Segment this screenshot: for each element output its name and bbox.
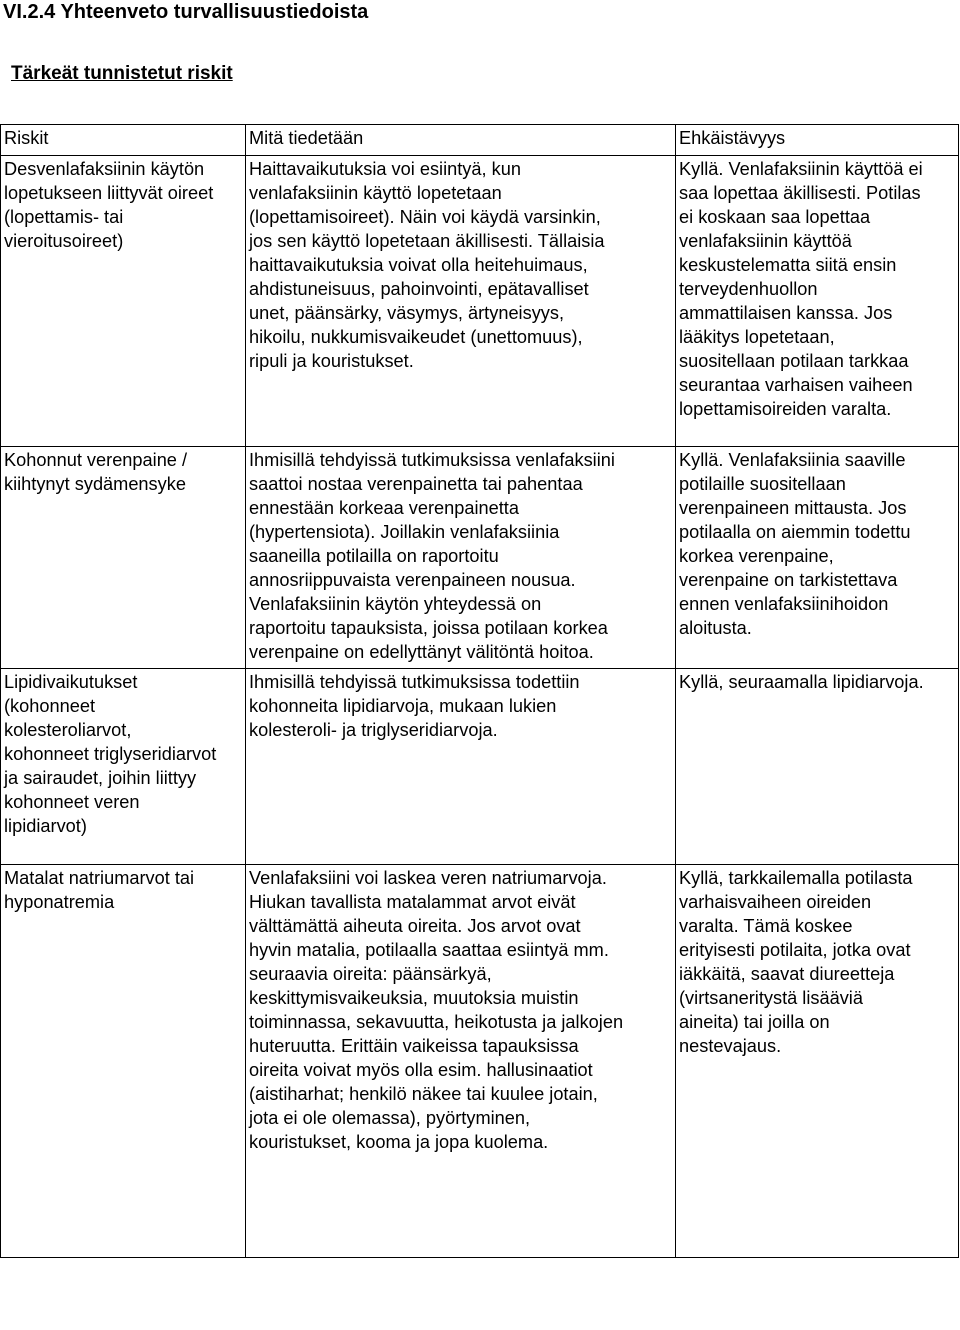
table-header-row: [1, 125, 959, 156]
table-row: [1, 156, 959, 447]
header-known: Mitä tiedetään: [246, 125, 676, 156]
table-row: [1, 669, 959, 865]
section-title: VI.2.4 Yhteenveto turvallisuustiedoista: [3, 1, 369, 23]
section-subtitle: Tärkeät tunnistetut riskit: [11, 63, 233, 84]
risk-table: [0, 124, 959, 1258]
header-prevention: Ehkäistävyys: [676, 125, 959, 156]
risk-cell: Desvenlafaksiinin käytön lopetukseen liittyvät oireet (lopettamis- tai vieroitusoireet): [1, 156, 246, 447]
risk-cell: Kohonnut verenpaine / kiihtynyt sydämensyke: [1, 447, 246, 669]
known-cell: Ihmisillä tehdyissä tutkimuksissa venlafaksiini saattoi nostaa verenpainetta tai pahentaa ennestään korkeaa verenpainetta (hypertensiota). Joillakin venlafaksiinia saaneilla potilailla on raportoitu annosriippuvaista verenpaineen nousua. Venlafaksiinin käytön yhteydessä on raportoitu tapauksista, joissa potilaan korkea verenpaine on edellyttänyt välitöntä hoitoa.: [246, 447, 676, 669]
table-row: [1, 447, 959, 669]
prevention-cell: Kyllä. Venlafaksiinin käyttöä ei saa lopettaa äkillisesti. Potilas ei koskaan saa lopettaa venlafaksiinin käyttöä keskustelematta siitä ensin terveydenhuollon ammattilaisen kanssa. Jos lääkitys lopetetaan, suositellaan potilaan tarkkaa seurantaa varhaisen vaiheen lopettamisoireiden varalta.: [676, 156, 959, 447]
risk-cell: Matalat natriumarvot tai hyponatremia: [1, 865, 246, 1258]
known-cell: Venlafaksiini voi laskea veren natriumarvoja. Hiukan tavallista matalammat arvot eivät välttämättä aiheuta oireita. Jos arvot ovat hyvin matalia, potilaalla saattaa esiintyä mm. seuraavia oireita: päänsärkyä, keskittymisvaikeuksia, muutoksia muistin toiminnassa, sekavuutta, heikotusta ja jalkojen huteruutta. Erittäin vaikeissa tapauksissa oireita voivat myös olla esim. hallusinaatiot (aistiharhat; henkilö näkee tai kuulee jotain, jota ei ole olemassa), pyörtyminen, kouristukset, kooma ja jopa kuolema.: [246, 865, 676, 1258]
known-cell: Haittavaikutuksia voi esiintyä, kun venlafaksiinin käyttö lopetetaan (lopettamisoireet). Näin voi käydä varsinkin, jos sen käyttö lopetetaan äkillisesti. Tällaisia haittavaikutuksia voivat olla heitehuimaus, ahdistuneisuus, pahoinvointi, epätavalliset unet, päänsärky, väsymys, ärtyneisyys, hikoilu, nukkumisvaikeudet (unettomuus), ripuli ja kouristukset.: [246, 156, 676, 447]
header-risks: Riskit: [1, 125, 246, 156]
table-row: [1, 865, 959, 1258]
known-cell: Ihmisillä tehdyissä tutkimuksissa todettiin kohonneita lipidiarvoja, mukaan lukien kolesteroli- ja triglyseridiarvoja.: [246, 669, 676, 865]
prevention-cell: Kyllä, tarkkailemalla potilasta varhaisvaiheen oireiden varalta. Tämä koskee erityisesti potilaita, jotka ovat iäkkäitä, saavat diureetteja (virtsaneritystä lisääviä aineita) tai joilla on nestevajaus.: [676, 865, 959, 1258]
prevention-cell: Kyllä. Venlafaksiinia saaville potilaille suositellaan verenpaineen mittausta. Jos potilaalla on aiemmin todettu korkea verenpaine, verenpaine on tarkistettava ennen venlafaksiinihoidon aloitusta.: [676, 447, 959, 669]
risk-cell: Lipidivaikutukset (kohonneet kolesteroliarvot, kohonneet triglyseridiarvot ja sairaudet, joihin liittyy kohonneet veren lipidiarvot): [1, 669, 246, 865]
prevention-cell: Kyllä, seuraamalla lipidiarvoja.: [676, 669, 959, 865]
